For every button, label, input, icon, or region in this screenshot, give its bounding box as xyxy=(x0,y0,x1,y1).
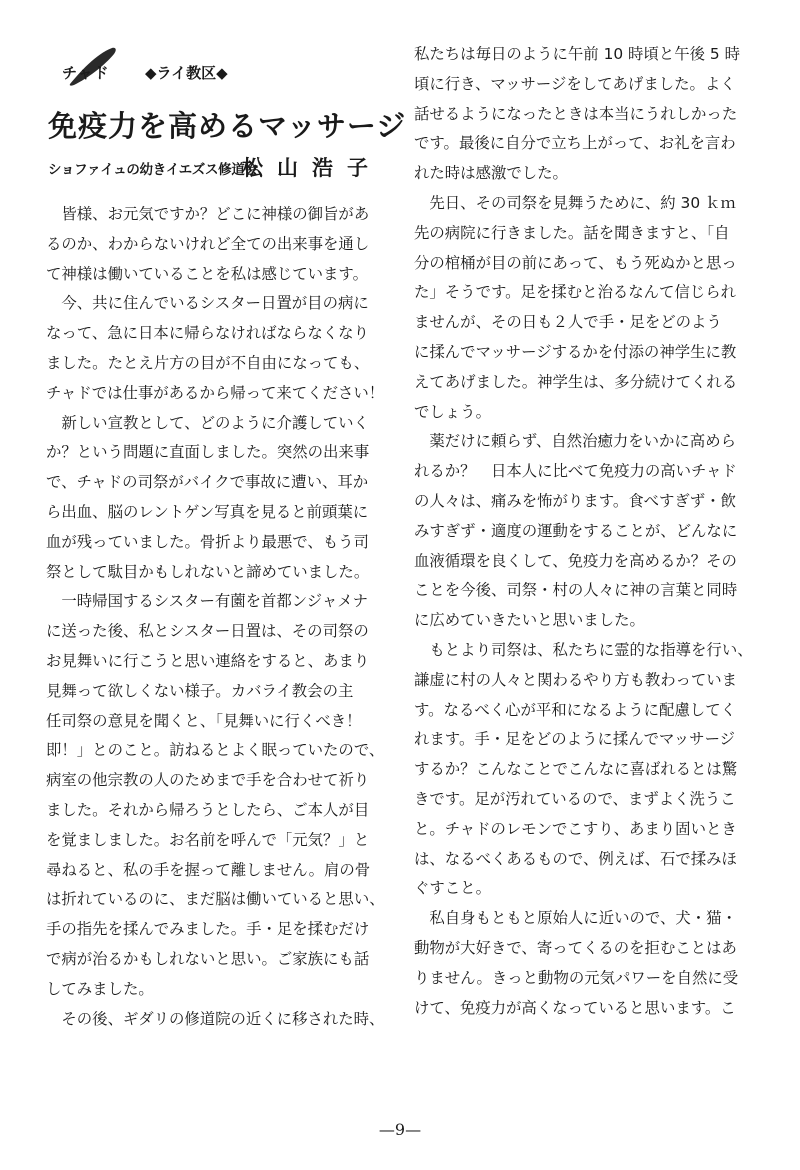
text-line: れます。手・足をどのように揉んでマッサージ xyxy=(414,730,736,749)
text-line: 私たちは毎日のように午前 10 時頃と午後 5 時 xyxy=(414,45,740,63)
text-line: 即！」とのこと。訪ねるとよく眠っていたので、 xyxy=(46,741,385,760)
text-line: 一時帰国するシスター有薗を首都ンジャメナ xyxy=(46,592,369,611)
diocese-label: ◆ライ教区◆ xyxy=(145,64,228,82)
text-line: ら出血、脳のレントゲン写真を見ると前頭葉に xyxy=(46,502,369,521)
text-line: に送った後、私とシスター日置は、その司祭の xyxy=(46,622,369,641)
right-text-column xyxy=(414,40,762,1023)
text-line: ました。たとえ片方の目が不自由になっても、 xyxy=(46,353,370,372)
text-line: 手の指先を揉んでみました。手・足を揉むだけ xyxy=(46,920,370,939)
region-label: チャド xyxy=(62,64,110,82)
text-line: は、なるべくあるもので、例えば、石で揉みほ xyxy=(414,849,737,868)
text-line: に揉んでマッサージするかを付添の神学生に教 xyxy=(414,342,737,361)
text-line: りません。きっと動物の元気パワーを自然に受 xyxy=(414,968,739,987)
text-line: す。なるべく心が平和になるように配慮してく xyxy=(414,700,736,719)
text-line: 私自身もともと原始人に近いので、犬・猫・ xyxy=(414,909,737,928)
left-text-column xyxy=(46,200,394,1034)
text-line: れた時は感激でした。 xyxy=(414,164,568,183)
text-line: 血液循環を良くして、免疫力を高めるか？その xyxy=(414,551,737,570)
text-line: 病室の他宗教の人のためまで手を合わせて祈り xyxy=(46,771,370,790)
text-line: を覚ましました。お名前を呼んで「元気？」と xyxy=(46,830,370,849)
text-line: その後、ギダリの修道院の近くに移された時、 xyxy=(46,1009,385,1028)
text-line: もとより司祭は、私たちに霊的な指導を行い、 xyxy=(414,640,753,659)
text-line: してみました。 xyxy=(46,979,154,998)
text-line: です。最後に自分で立ち上がって、お礼を言わ xyxy=(414,134,736,153)
article-title: 免疫力を高めるマッサージ xyxy=(48,109,407,143)
text-line: た」そうです。足を揉むと治るなんて信じられ xyxy=(414,283,736,302)
text-line: で、チャドの司祭がバイクで事故に遭い、耳か xyxy=(46,473,369,492)
text-line: と。チャドのレモンでこすり、あまり固いとき xyxy=(414,819,737,838)
text-line: 今、共に住んでいるシスター日置が目の病に xyxy=(46,294,369,313)
text-line: 先の病院に行きました。話を聞きますと、「自 xyxy=(414,223,730,242)
text-line: て神様は働いていることを私は感じています。 xyxy=(46,264,368,283)
text-line: 祭として駄目かもしれないと諦めていました。 xyxy=(46,562,370,581)
text-line: 先日、その司祭を見舞うために、約 30 ｋｍ xyxy=(414,193,736,212)
text-line: チャドでは仕事があるから帰って来てください！ xyxy=(46,383,385,402)
text-line: 任司祭の意見を聞くと、「見舞いに行くべき！ xyxy=(46,711,362,730)
text-line: るのか、わからないけれど全ての出来事を通し xyxy=(46,234,370,253)
text-line: ぐすこと。 xyxy=(414,879,491,898)
text-line: 頃に行き、マッサージをしてあげました。よく xyxy=(414,74,736,93)
organization-name: ショファイュの幼きイエズス修道会 xyxy=(48,162,258,178)
text-line: か？という問題に直面しました。突然の出来事 xyxy=(46,443,370,462)
text-line: ました。それから帰ろうとしたら、ご本人が目 xyxy=(46,800,370,819)
text-line: 謙虚に村の人々と関わるやり方も教わっていま xyxy=(414,670,738,689)
page-number: —9— xyxy=(378,1120,422,1139)
text-line: みすぎず・適度の運動をすることが、どんなに xyxy=(414,521,738,540)
text-line: ませんが、その日も２人で手・足をどのよう xyxy=(414,313,722,332)
text-line: 薬だけに頼らず、自然治癒力をいかに高めら xyxy=(414,432,736,451)
text-line: 新しい宣教として、どのように介護していく xyxy=(46,413,369,432)
text-line: きです。足が汚れているので、まずよく洗うこ xyxy=(414,789,736,808)
text-line: 尋ねると、私の手を握って離しません。肩の骨 xyxy=(46,860,371,879)
text-line: れるか？ 日本人に比べて免疫力の高いチャド xyxy=(414,462,737,481)
text-line: に広めていきたいと思いました。 xyxy=(414,611,645,630)
text-line: 皆様、お元気ですか？どこに神様の御旨があ xyxy=(46,205,370,223)
text-line: 話せるようになったときは本当にうれしかった xyxy=(414,104,738,123)
text-line: なって、急に日本に帰らなければならなくなり xyxy=(46,324,369,343)
text-line: けて、免疫力が高くなっていると思います。こ xyxy=(414,998,736,1017)
text-line: 分の棺桶が目の前にあって、もう死ぬかと思っ xyxy=(414,253,737,272)
text-line: えてあげました。神学生は、多分続けてくれる xyxy=(414,372,738,391)
text-line: で病が治るかもしれないと思い。ご家族にも話 xyxy=(46,949,370,968)
text-line: の人々は、痛みを怖がります。食べすぎず・飲 xyxy=(414,491,736,510)
text-line: 見舞って欲しくない様子。カバライ教会の主 xyxy=(46,681,354,700)
text-line: するか？こんなことでこんなに喜ばれるとは驚 xyxy=(414,760,738,779)
text-line: は折れているのに、まだ脳は働いていると思い、 xyxy=(46,890,385,909)
text-line: でしょう。 xyxy=(414,402,491,421)
text-line: 動物が大好きで、寄ってくるのを拒むことはあ xyxy=(414,938,737,957)
author-name: 松山浩子 xyxy=(242,155,382,180)
text-line: お見舞いに行こうと思い連絡をすると、あまり xyxy=(46,651,370,670)
text-line: ことを今後、司祭・村の人々に神の言葉と同時 xyxy=(414,581,738,600)
text-line: 血が残っていました。骨折より最悪で、もう司 xyxy=(46,532,369,551)
